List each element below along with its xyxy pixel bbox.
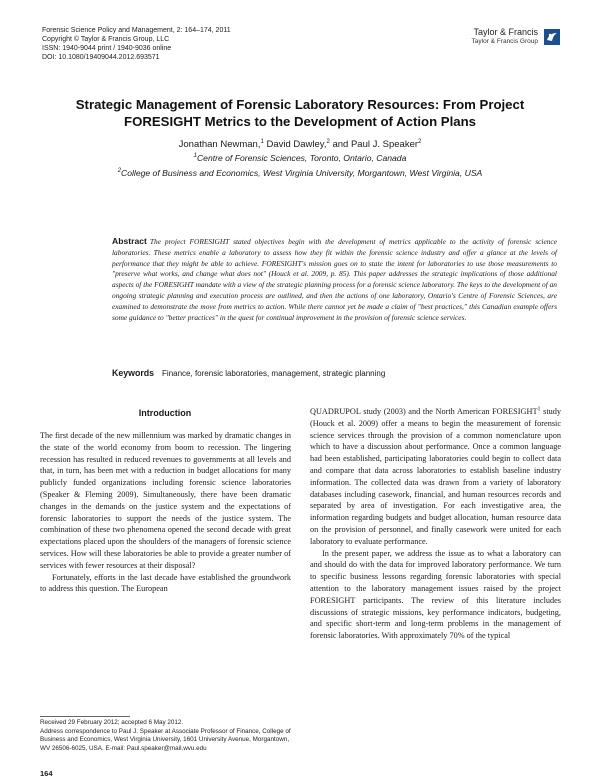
- correspondence-address: Address correspondence to Paul J. Speaker at Associate Professor of Finance, College of Business and Economics, West Virginia University, 1601 University Avenue, Morgantown, WV 26506-6025, USA. E-mail: Paul.speaker@mail.wvu.edu: [40, 727, 291, 752]
- footnote-divider: [40, 716, 130, 717]
- journal-citation: Forensic Science Policy and Management, 2: 164–174, 2011: [42, 27, 231, 34]
- author-1: Jonathan Newman,: [178, 139, 261, 150]
- publisher-logo: [472, 28, 560, 46]
- publisher-name: Taylor & Francis: [473, 27, 538, 37]
- page-number: 164: [40, 769, 53, 778]
- journal-doi: DOI: 10.1080/19409044.2012.693571: [42, 54, 160, 61]
- author-3: and Paul J. Speaker: [329, 139, 419, 150]
- intro-paragraph-3-rest: study (Houck et al. 2009) offer a means to begin the measurement of forensic science services through the provision of a common nomenclature upon which to have a discussion about performance. Once a common language had been established, participating laboratories could begin to collect data and compare that data across laboratories to establish baseline industry information. The collected data was drawn from a variety of laboratory databases including casework, financial, and human resources records and separated by area of investigation. For each investigative area, the information regarding budgets and budget allocation, human resource data on the provision of personnel, and finally casework were united for each laboratory to evaluate performance.: [310, 407, 561, 546]
- affiliation-1-text: Centre of Forensic Sciences, Toronto, Ontario, Canada: [196, 153, 407, 163]
- affiliation-2-text: College of Business and Economics, West Virginia University, Morgantown, West Virginia, USA: [121, 168, 483, 178]
- journal-issn: ISSN: 1940-9044 print / 1940-9036 online: [42, 45, 172, 52]
- author-1-affil: 1: [260, 138, 264, 145]
- intro-paragraph-3-start: QUADRUPOL study (2003) and the North American FORESIGHT: [310, 407, 538, 416]
- intro-paragraph-2: Fortunately, efforts in the last decade have established the groundwork to address this question. The European: [40, 572, 291, 594]
- publisher-logo-icon: [544, 29, 560, 45]
- keywords-text: Finance, forensic laboratories, management, strategic planning: [162, 369, 386, 378]
- article-title-line2: FORESIGHT Metrics to the Development of Action Plans: [124, 114, 476, 129]
- intro-paragraph-1: The first decade of the new millennium was marked by dramatic changes in the state of the world economy from boom to recession. The lingering recession has resulted in reduced revenues to governments at all levels and that, in turn, has been met with a reduction in budget allocations for many publicly funded organizations including forensic science laboratories (Speaker & Fleming 2009). Simultaneously, there have been dramatic changes in the demands on the justice system and the expectations of forensic laboratories to support the needs of the justice system. The combination of these two phenomena opened the second decade with great expectations placed upon the shoulders of the managers of forensic science services. How will these laboratories be able to provide a greater number of services with fewer resources at their disposal?: [40, 431, 291, 570]
- affiliation-2-marker: 2: [117, 168, 122, 175]
- abstract-label: Abstract: [112, 236, 147, 246]
- affiliation-1-marker: 1: [193, 153, 197, 160]
- correspondence-footnote: [40, 719, 292, 753]
- body-column-right: [310, 406, 561, 642]
- affiliation-1: [40, 153, 560, 164]
- journal-header: [42, 26, 231, 62]
- abstract-text: The project FORESIGHT stated objectives begin with the development of metrics applicable to the activity of forensic science laboratories. These metrics enable a laboratory to assess how they fit within the forensic science industry and offer a glance at the levels of performance that they might be able to achieve. FORESIGHT's mission goes on to state the intent for laboratories to use those measurements to "preserve what works, and change what does not" (Houck et al. 2009, p. 85). This paper addresses the strategic implications of those additional aspects of the FORESIGHT mandate with a view of the strategic planning process for a forensic science laboratory. The keys to the development of an ongoing strategic planning and execution process are outlined, and then the actions of one laboratory, Ontario's Centre of Forensic Sciences, are examined to demonstrate the move from metrics to action. While there cannot yet be made a claim of "best practices," this Canadian example offers some guidance to "better practices" in the quest for continual improvement in the provision of forensic science services.: [112, 237, 557, 322]
- section-heading-introduction: Introduction: [138, 408, 192, 418]
- abstract: [112, 236, 557, 323]
- keywords-label: Keywords: [112, 368, 155, 378]
- intro-paragraph-4: In the present paper, we address the issue as to what a laboratory can and should do with the data for improved laboratory performance. We turn to specific business lessons regarding forensic laboratories with special attention to the laboratory management issues raised by the project FORESIGHT participants. The review of this literature includes discussions of strategic missions, key performance indicators, budgeting, and specific short-term and long-term problems in the management of forensic laboratories. With approximately 70% of the typical: [310, 548, 561, 641]
- received-dates: Received 29 February 2012; accepted 6 May 2012.: [40, 719, 184, 726]
- journal-copyright: Copyright © Taylor & Francis Group, LLC: [42, 36, 170, 43]
- intro-paragraph-3: [310, 406, 561, 548]
- article-title-line1: Strategic Management of Forensic Laboratory Resources: From Project: [75, 97, 525, 112]
- author-2-affil: 2: [326, 138, 330, 145]
- publisher-tagline: Taylor & Francis Group: [471, 38, 538, 45]
- affiliation-2: [40, 168, 560, 179]
- keywords: [112, 368, 385, 379]
- author-list: [40, 139, 560, 151]
- author-3-affil: 2: [418, 138, 422, 145]
- article-title: [40, 96, 560, 130]
- author-2: David Dawley,: [263, 139, 327, 150]
- footnote-marker-1: 1: [537, 406, 541, 413]
- body-column-left: [40, 430, 291, 595]
